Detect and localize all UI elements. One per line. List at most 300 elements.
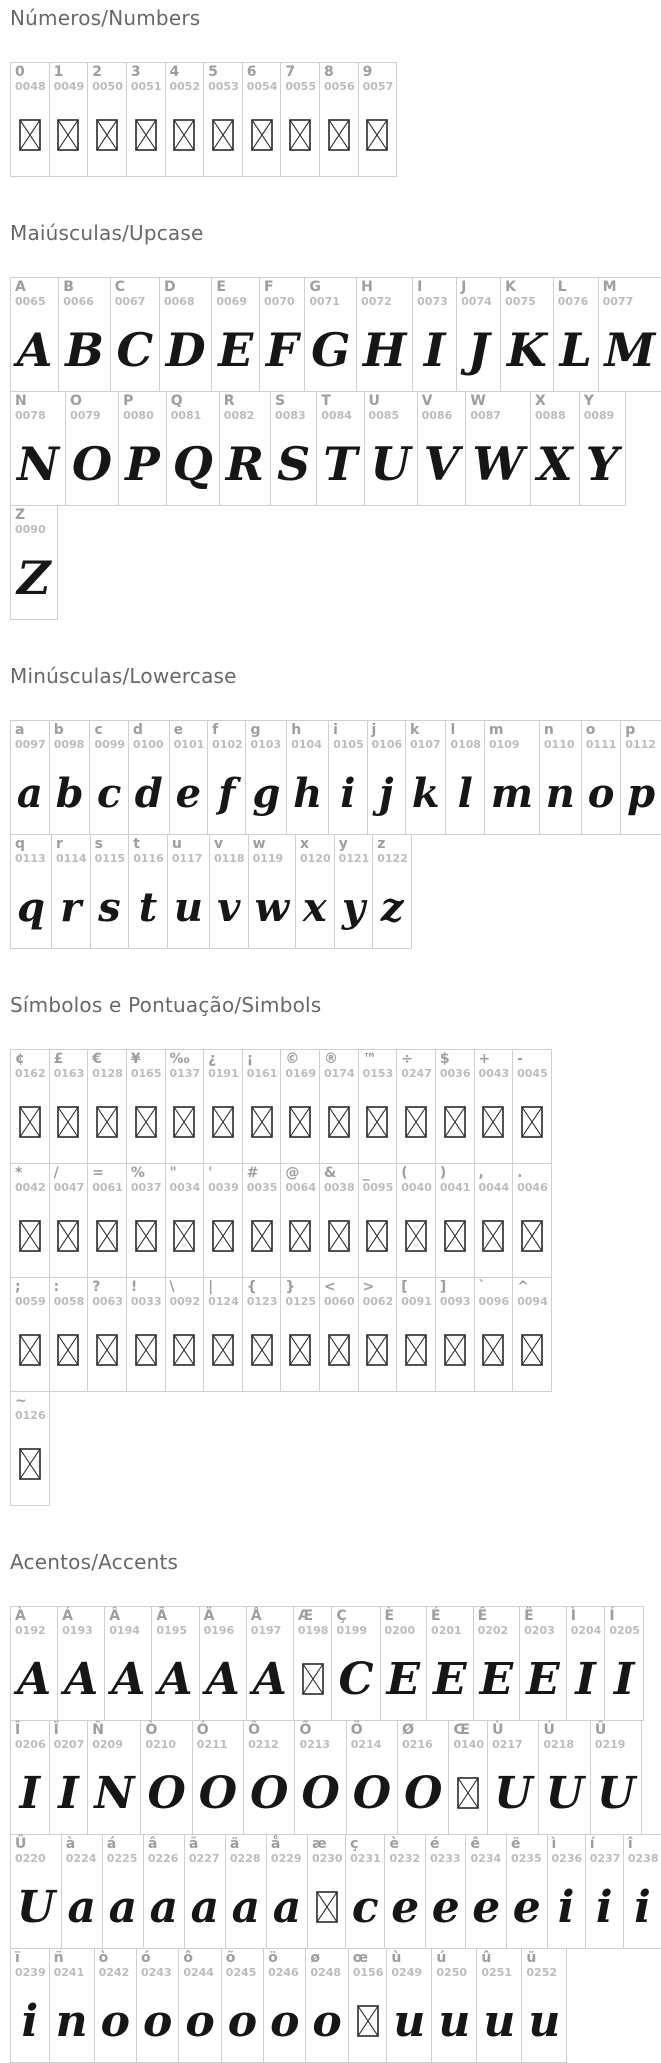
glyph-unicode-label: 0123 <box>246 1295 278 1308</box>
glyph-unicode-label: 0216 <box>402 1738 433 1751</box>
glyph-char-label: ü <box>526 1950 537 1966</box>
glyph-cell <box>10 391 66 506</box>
glyph-preview-missing <box>243 1317 281 1391</box>
missing-glyph-icon <box>251 119 273 151</box>
glyph-unicode-label: 0036 <box>439 1067 471 1080</box>
glyph-char-label: B <box>63 279 74 295</box>
glyph-cell <box>476 1948 522 2063</box>
glyph-unicode-label: 0078 <box>15 409 46 422</box>
glyph-unicode-label: 0063 <box>92 1295 123 1308</box>
glyph-cell <box>384 1834 426 1949</box>
glyph-preview: i <box>340 769 356 817</box>
cell-labels <box>599 278 661 317</box>
glyph-unicode-label: 0105 <box>333 738 364 751</box>
glyph-preview-missing <box>320 102 358 176</box>
glyph-cell <box>143 1834 185 1949</box>
cell-labels <box>621 721 661 760</box>
glyph-cell <box>304 277 357 392</box>
glyph-cell <box>10 1606 58 1721</box>
glyph-cell <box>159 277 212 392</box>
glyph-unicode-label: 0074 <box>461 295 492 308</box>
glyph-cell <box>380 1606 428 1721</box>
cell-labels <box>50 1164 88 1203</box>
glyph-cell <box>136 1948 179 2063</box>
glyph-unicode-label: 0117 <box>171 852 203 865</box>
missing-glyph-icon <box>289 119 311 151</box>
glyph-preview-missing <box>166 1317 204 1391</box>
glyph-char-label: Z <box>15 507 26 523</box>
glyph-cell <box>280 1277 320 1392</box>
cell-labels <box>11 278 58 317</box>
missing-glyph-icon <box>57 1220 79 1252</box>
glyph-preview-missing <box>281 1317 319 1391</box>
glyph-cell <box>465 1834 507 1949</box>
glyph-unicode-label: 0247 <box>401 1067 432 1080</box>
glyph-cell <box>151 1606 199 1721</box>
section-lowercase <box>10 664 661 949</box>
glyph-cell <box>484 720 540 835</box>
glyph-preview-missing <box>88 1089 126 1163</box>
glyph-unicode-label: 0239 <box>15 1966 46 1979</box>
glyph-char-label: 3 <box>130 64 141 80</box>
glyph-cell <box>225 1834 267 1949</box>
glyph-unicode-label: 0069 <box>216 295 247 308</box>
glyph-cell <box>474 1277 514 1392</box>
glyph-char-label: ¡ <box>246 1051 254 1067</box>
glyph-unicode-label: 0224 <box>65 1852 97 1865</box>
glyph-preview: Y <box>585 437 619 491</box>
missing-glyph-icon <box>328 1106 350 1138</box>
missing-glyph-icon <box>173 1106 195 1138</box>
glyph-unicode-label: 0094 <box>517 1295 548 1308</box>
glyph-cell <box>500 277 554 392</box>
glyph-char-label: ‰ <box>169 1051 190 1067</box>
glyph-preview-missing <box>243 1203 281 1277</box>
glyph-cell <box>590 1720 642 1835</box>
glyph-char-label: â <box>147 1836 158 1852</box>
glyph-cell <box>49 1049 89 1164</box>
cell-labels <box>11 1050 49 1089</box>
glyph-cell <box>90 834 130 949</box>
cell-labels <box>220 392 270 431</box>
section-symbols <box>10 993 661 1506</box>
glyph-char-label: È <box>384 1608 395 1624</box>
cell-labels <box>59 278 109 317</box>
glyph-preview: o <box>142 1995 173 2047</box>
cell-labels <box>346 1835 384 1874</box>
glyph-unicode-label: 0235 <box>511 1852 542 1865</box>
glyph-cell <box>487 1720 539 1835</box>
glyph-preview: E <box>526 1653 560 1705</box>
glyph-cell <box>242 62 282 177</box>
section-title-lowercase: Minúsculas/Lowercase <box>10 664 237 688</box>
glyph-preview: u <box>528 1995 561 2047</box>
glyph-unicode-label: 0114 <box>55 852 87 865</box>
cell-labels <box>204 63 242 102</box>
glyph-unicode-label: 0111 <box>585 738 617 751</box>
glyph-preview-missing <box>50 1203 88 1277</box>
cell-labels <box>88 1721 140 1760</box>
glyph-cell <box>209 834 249 949</box>
glyph-char-label: | <box>208 1279 214 1295</box>
missing-glyph-icon <box>521 1334 543 1366</box>
glyph-unicode-label: 0203 <box>524 1624 555 1637</box>
cell-labels <box>243 1278 281 1317</box>
glyph-cell <box>581 720 621 835</box>
glyph-preview: j <box>379 769 394 817</box>
cell-labels <box>591 1721 641 1760</box>
glyph-unicode-label: 0084 <box>321 409 352 422</box>
cell-labels <box>446 721 483 760</box>
glyph-char-label: ã <box>188 1836 199 1852</box>
missing-glyph-icon <box>482 1220 504 1252</box>
glyph-char-label: P <box>123 393 134 409</box>
glyph-cell <box>521 1948 567 2063</box>
glyph-unicode-label: 0122 <box>377 852 408 865</box>
glyph-preview: A <box>111 1653 146 1705</box>
glyph-unicode-label: 0085 <box>368 409 400 422</box>
glyph-cell <box>328 720 367 835</box>
glyph-char-label: ] <box>439 1279 447 1295</box>
cell-labels <box>11 392 65 431</box>
glyph-preview: o <box>587 769 615 817</box>
glyph-preview: e <box>472 1881 501 1933</box>
glyph-char-label: b <box>53 722 64 738</box>
glyph-char-label: ) <box>439 1165 447 1181</box>
glyph-cell <box>102 1834 144 1949</box>
cell-labels <box>50 1050 88 1089</box>
glyph-preview-missing <box>11 1203 49 1277</box>
missing-glyph-icon <box>289 1220 311 1252</box>
glyph-char-label: g <box>250 722 261 738</box>
glyph-unicode-label: 0120 <box>300 852 331 865</box>
missing-glyph-icon <box>251 1106 273 1138</box>
missing-glyph-icon <box>328 1334 350 1366</box>
glyph-preview: n <box>55 1995 88 2047</box>
glyph-cell <box>519 1606 567 1721</box>
glyph-preview: A <box>16 323 53 377</box>
glyph-unicode-label: 0071 <box>309 295 340 308</box>
cell-labels <box>50 1278 88 1317</box>
glyph-unicode-label: 0250 <box>436 1966 468 1979</box>
glyph-cell <box>372 834 412 949</box>
glyph-char-label: _ <box>362 1165 370 1181</box>
cell-labels <box>359 1164 397 1203</box>
glyph-cell <box>203 1049 243 1164</box>
glyph-cell <box>585 1834 624 1949</box>
glyph-unicode-label: 0212 <box>248 1738 279 1751</box>
glyph-cell <box>10 1391 50 1506</box>
cell-labels <box>320 1050 358 1089</box>
glyph-preview: N <box>94 1767 135 1819</box>
glyph-preview: o <box>312 1995 342 2047</box>
glyph-unicode-label: 0106 <box>371 738 403 751</box>
cell-labels <box>580 392 625 431</box>
glyph-char-label: è <box>389 1836 399 1852</box>
cell-labels <box>294 1607 332 1646</box>
glyph-cell <box>165 62 205 177</box>
glyph-cell <box>348 1948 388 2063</box>
glyph-cell <box>87 62 127 177</box>
glyph-cell <box>280 1163 320 1278</box>
glyph-cell <box>334 834 374 949</box>
glyph-preview-missing <box>308 1874 345 1948</box>
glyph-char-label: * <box>15 1165 23 1181</box>
glyph-unicode-label: 0054 <box>246 80 278 93</box>
glyph-cell <box>345 1834 385 1949</box>
glyph-cell <box>10 1948 50 2063</box>
glyph-unicode-label: 0225 <box>106 1852 138 1865</box>
glyph-char-label: ä <box>229 1836 240 1852</box>
glyph-char-label: A <box>15 279 26 295</box>
glyph-cell <box>165 1163 205 1278</box>
missing-glyph-icon <box>19 1106 41 1138</box>
glyph-cell <box>10 720 50 835</box>
glyph-unicode-label: 0101 <box>173 738 205 751</box>
glyph-char-label: ï <box>15 1950 20 1966</box>
cell-labels <box>212 278 259 317</box>
glyph-preview-missing <box>436 1203 474 1277</box>
glyph-cell <box>140 1720 192 1835</box>
missing-glyph-icon <box>212 1106 234 1138</box>
glyph-preview: K <box>506 323 547 377</box>
glyph-unicode-label: 0116 <box>133 852 164 865</box>
glyph-cell <box>94 1948 137 2063</box>
glyph-cell <box>356 277 413 392</box>
glyph-preview: A <box>205 1653 240 1705</box>
glyph-cell <box>358 1163 398 1278</box>
glyph-char-label: ( <box>401 1165 408 1181</box>
glyph-cell <box>128 720 170 835</box>
glyph-unicode-label: 0092 <box>169 1295 201 1308</box>
missing-glyph-icon <box>366 119 388 151</box>
glyph-char-label: © <box>285 1051 300 1067</box>
glyph-row <box>10 1834 661 1949</box>
glyph-cell <box>270 391 317 506</box>
glyph-cell <box>118 391 167 506</box>
glyph-preview: b <box>55 769 84 817</box>
glyph-unicode-label: 0191 <box>208 1067 239 1080</box>
glyph-preview-missing <box>513 1317 551 1391</box>
cell-labels <box>11 1278 49 1317</box>
glyph-cell <box>126 1049 166 1164</box>
glyph-unicode-label: 0051 <box>130 80 162 93</box>
glyph-char-label: # <box>246 1165 259 1181</box>
glyph-cell <box>128 834 168 949</box>
glyph-cell <box>293 1606 333 1721</box>
glyph-unicode-label: 0202 <box>477 1624 509 1637</box>
glyph-preview-missing <box>127 1203 165 1277</box>
glyph-char-label: Í <box>609 1608 615 1624</box>
glyph-unicode-label: 0205 <box>609 1624 640 1637</box>
glyph-preview: A <box>64 1653 99 1705</box>
glyph-char-label: Y <box>583 393 594 409</box>
glyph-preview: e <box>512 1881 541 1933</box>
glyph-preview: O <box>147 1767 186 1819</box>
glyph-unicode-label: 0062 <box>362 1295 394 1308</box>
cell-labels <box>129 721 169 760</box>
glyph-preview: E <box>433 1653 467 1705</box>
cell-labels <box>11 63 49 102</box>
cell-labels <box>204 1050 242 1089</box>
glyph-unicode-label: 0161 <box>246 1067 278 1080</box>
glyph-unicode-label: 0220 <box>15 1852 46 1865</box>
cell-labels <box>385 1835 425 1874</box>
cell-labels <box>105 1607 151 1646</box>
cell-labels <box>50 721 90 760</box>
glyph-unicode-label: 0237 <box>589 1852 621 1865</box>
glyph-cell <box>367 720 406 835</box>
glyph-preview-missing <box>127 1089 165 1163</box>
glyph-char-label: Ê <box>477 1608 488 1624</box>
glyph-unicode-label: 0055 <box>285 80 316 93</box>
missing-glyph-icon <box>366 1220 388 1252</box>
glyph-cell <box>87 1277 127 1392</box>
glyph-char-label: ; <box>15 1279 21 1295</box>
glyph-char-label: [ <box>401 1279 408 1295</box>
glyph-unicode-label: 0082 <box>223 409 255 422</box>
glyph-unicode-label: 0192 <box>15 1624 46 1637</box>
glyph-char-label: æ <box>311 1836 327 1852</box>
glyph-unicode-label: 0200 <box>384 1624 416 1637</box>
cell-labels <box>513 1164 551 1203</box>
glyph-cell <box>61 1834 103 1949</box>
glyph-unicode-label: 0099 <box>94 738 126 751</box>
glyph-char-label: Æ <box>297 1608 314 1624</box>
cell-labels <box>357 278 412 317</box>
glyph-preview: h <box>293 769 323 817</box>
glyph-unicode-label: 0231 <box>350 1852 381 1865</box>
missing-glyph-icon <box>19 119 41 151</box>
glyph-char-label: Å <box>250 1608 262 1624</box>
glyph-char-label: î <box>627 1836 633 1852</box>
glyph-preview-missing <box>11 1431 49 1505</box>
cell-labels <box>103 1835 143 1874</box>
glyph-char-label: ? <box>92 1279 101 1295</box>
glyph-cell <box>412 277 457 392</box>
glyph-preview: I <box>58 1767 79 1819</box>
cell-labels <box>320 1164 358 1203</box>
cell-labels <box>50 1949 94 1988</box>
glyph-unicode-label: 0086 <box>421 409 453 422</box>
glyph-unicode-label: 0195 <box>156 1624 188 1637</box>
glyph-cell <box>435 1049 475 1164</box>
cell-labels <box>432 1949 476 1988</box>
cell-labels <box>359 1278 397 1317</box>
glyph-cell <box>104 1606 152 1721</box>
glyph-preview-missing <box>204 1317 242 1391</box>
glyph-row <box>10 62 396 177</box>
glyph-preview: i <box>21 1995 39 2047</box>
glyph-unicode-label: 0128 <box>92 1067 123 1080</box>
glyph-unicode-label: 0079 <box>70 409 101 422</box>
glyph-cell <box>10 1049 50 1164</box>
glyph-unicode-label: 0038 <box>324 1181 355 1194</box>
glyph-cell <box>397 1720 449 1835</box>
glyph-row <box>10 1391 49 1506</box>
cell-labels <box>249 835 295 874</box>
glyph-unicode-label: 0165 <box>130 1067 162 1080</box>
glyph-unicode-label: 0052 <box>169 80 201 93</box>
glyph-cell <box>165 1277 205 1392</box>
glyph-row <box>10 720 661 835</box>
glyph-preview: t <box>138 883 158 931</box>
cell-labels <box>397 1278 435 1317</box>
glyph-char-label: ™ <box>362 1051 377 1067</box>
cell-labels <box>436 1050 474 1089</box>
glyph-cell <box>566 1606 606 1721</box>
glyph-preview: A <box>252 1653 287 1705</box>
glyph-cell <box>126 1163 166 1278</box>
missing-glyph-icon <box>444 1220 466 1252</box>
missing-glyph-icon <box>251 1220 273 1252</box>
glyph-preview-missing <box>359 1089 397 1163</box>
glyph-preview: k <box>411 769 440 817</box>
glyph-char-label: 4 <box>169 64 180 80</box>
glyph-char-label: ' <box>208 1165 213 1181</box>
cell-labels <box>347 1721 397 1760</box>
glyph-unicode-label: 0067 <box>114 295 146 308</box>
cell-labels <box>260 278 304 317</box>
cell-labels <box>475 1164 513 1203</box>
glyph-unicode-label: 0251 <box>481 1966 513 1979</box>
glyph-char-label: Ã <box>156 1608 168 1624</box>
glyph-char-label: r <box>55 836 63 852</box>
glyph-cell <box>295 834 335 949</box>
glyph-preview-missing <box>359 1203 397 1277</box>
cell-labels <box>50 1721 88 1760</box>
missing-glyph-icon <box>96 119 118 151</box>
glyph-preview-missing <box>281 1089 319 1163</box>
glyph-char-label: Ò <box>145 1722 158 1738</box>
glyph-preview: P <box>125 437 160 491</box>
glyph-unicode-label: 0065 <box>15 295 46 308</box>
missing-glyph-icon <box>135 119 157 151</box>
glyph-unicode-label: 0124 <box>208 1295 239 1308</box>
glyph-char-label: ® <box>324 1051 338 1067</box>
glyph-unicode-label: 0244 <box>183 1966 214 1979</box>
glyph-cell <box>316 391 364 506</box>
glyph-char-label: Ù <box>492 1722 504 1738</box>
glyph-unicode-label: 0242 <box>98 1966 130 1979</box>
cell-labels <box>387 1949 431 1988</box>
cell-labels <box>320 63 358 102</box>
cell-labels <box>137 1949 178 1988</box>
glyph-cell <box>474 1163 514 1278</box>
cell-labels <box>193 1721 243 1760</box>
glyph-char-label: Á <box>62 1608 73 1624</box>
glyph-char-label: Œ <box>453 1722 470 1738</box>
glyph-char-label: q <box>15 836 26 852</box>
glyph-preview-missing <box>359 1317 397 1391</box>
glyph-unicode-label: 0097 <box>15 738 46 751</box>
glyph-row <box>10 834 411 949</box>
cell-labels <box>381 1607 427 1646</box>
glyph-unicode-label: 0072 <box>361 295 392 308</box>
section-uppercase <box>10 221 661 620</box>
missing-glyph-icon <box>357 2005 379 2037</box>
cell-labels <box>320 1278 358 1317</box>
cell-labels <box>247 1607 293 1646</box>
glyph-char-label: % <box>130 1165 145 1181</box>
glyph-preview-missing <box>513 1203 551 1277</box>
glyph-cell <box>417 391 467 506</box>
cell-labels <box>11 1721 49 1760</box>
cell-labels <box>605 1607 643 1646</box>
glyph-char-label: / <box>53 1165 59 1181</box>
glyph-unicode-label: 0209 <box>92 1738 123 1751</box>
glyph-cell <box>10 62 50 177</box>
